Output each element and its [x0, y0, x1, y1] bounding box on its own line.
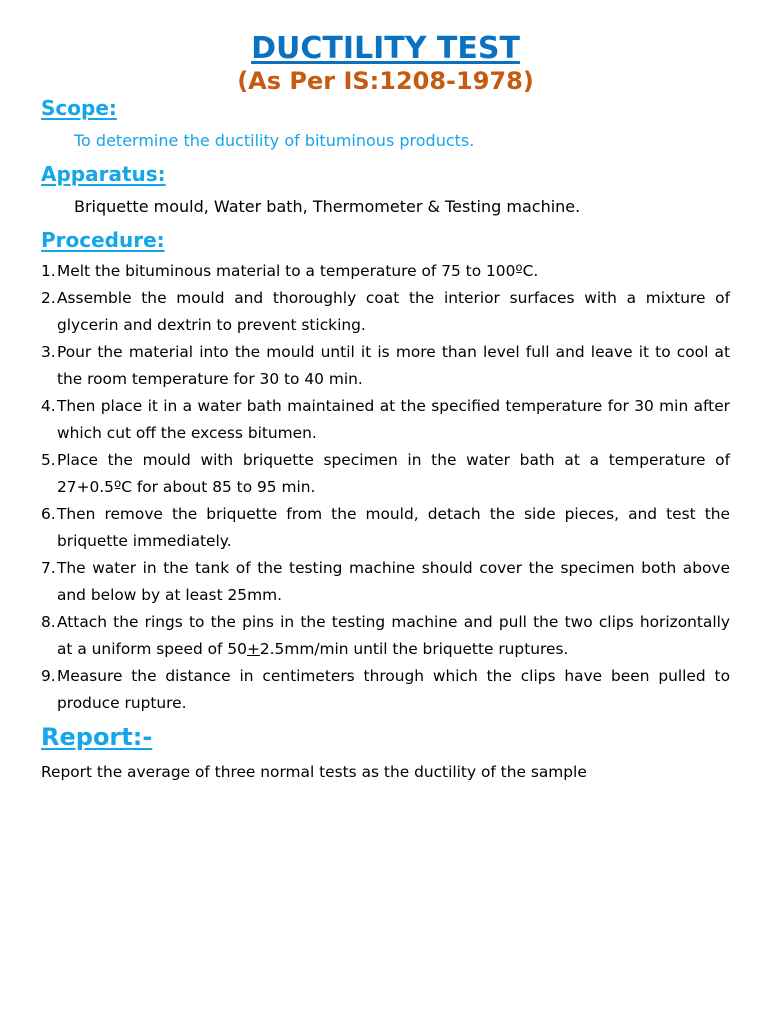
step-number: 1. [41, 262, 56, 280]
plus-minus-sign: + [246, 640, 260, 658]
procedure-heading: Procedure: [41, 228, 165, 252]
report-text: Report the average of three normal tests as the ductility of the sample [41, 763, 587, 781]
step-number: 2. [41, 289, 56, 307]
step-text: Then place it in a water bath maintained at the specified temperature for 30 min after which cut off the excess bitumen. [57, 397, 730, 442]
step-number: 5. [41, 451, 56, 469]
step-text: Assemble the mould and thoroughly coat the interior surfaces with a mixture of glycerin and dextrin to prevent sticking. [57, 289, 730, 334]
procedure-step [41, 501, 730, 555]
report-heading: Report:- [41, 723, 153, 751]
procedure-step [41, 393, 730, 447]
scope-heading: Scope: [41, 96, 117, 120]
procedure-step [41, 339, 730, 393]
step-number: 4. [41, 397, 56, 415]
step-number: 6. [41, 505, 56, 523]
procedure-step [41, 555, 730, 609]
procedure-list [41, 258, 730, 717]
step-text [57, 613, 730, 658]
procedure-step [41, 285, 730, 339]
step-text-end: 2.5mm/min until the briquette ruptures. [259, 640, 569, 658]
step-text: The water in the tank of the testing machine should cover the specimen both above and below by at least 25mm. [57, 559, 730, 604]
scope-text: To determine the ductility of bituminous products. [74, 131, 475, 150]
step-text: Pour the material into the mould until it is more than level full and leave it to cool at the room temperature for 30 to 40 min. [57, 343, 730, 388]
step-text: Place the mould with briquette specimen in the water bath at a temperature of 27+0.5ºC for about 85 to 95 min. [57, 451, 730, 496]
step-number: 8. [41, 613, 56, 631]
step-text-start: Attach the rings to the pins in the testing machine and pull the two clips horizontally at a uniform speed of 50 [57, 613, 730, 658]
apparatus-heading: Apparatus: [41, 162, 166, 186]
step-number: 9. [41, 667, 56, 685]
page-title: DUCTILITY TEST [251, 31, 520, 66]
page-subtitle: (As Per IS:1208-1978) [237, 67, 534, 95]
procedure-step [41, 447, 730, 501]
step-text: Measure the distance in centimeters through which the clips have been pulled to produce rupture. [57, 667, 730, 712]
procedure-step [41, 258, 730, 285]
step-number: 7. [41, 559, 56, 577]
step-text: Melt the bituminous material to a temperature of 75 to 100ºC. [57, 262, 539, 280]
step-number: 3. [41, 343, 56, 361]
apparatus-text: Briquette mould, Water bath, Thermometer & Testing machine. [74, 197, 581, 216]
procedure-step [41, 663, 730, 717]
step-text: Then remove the briquette from the mould, detach the side pieces, and test the briquette immediately. [57, 505, 730, 550]
procedure-step [41, 609, 730, 663]
